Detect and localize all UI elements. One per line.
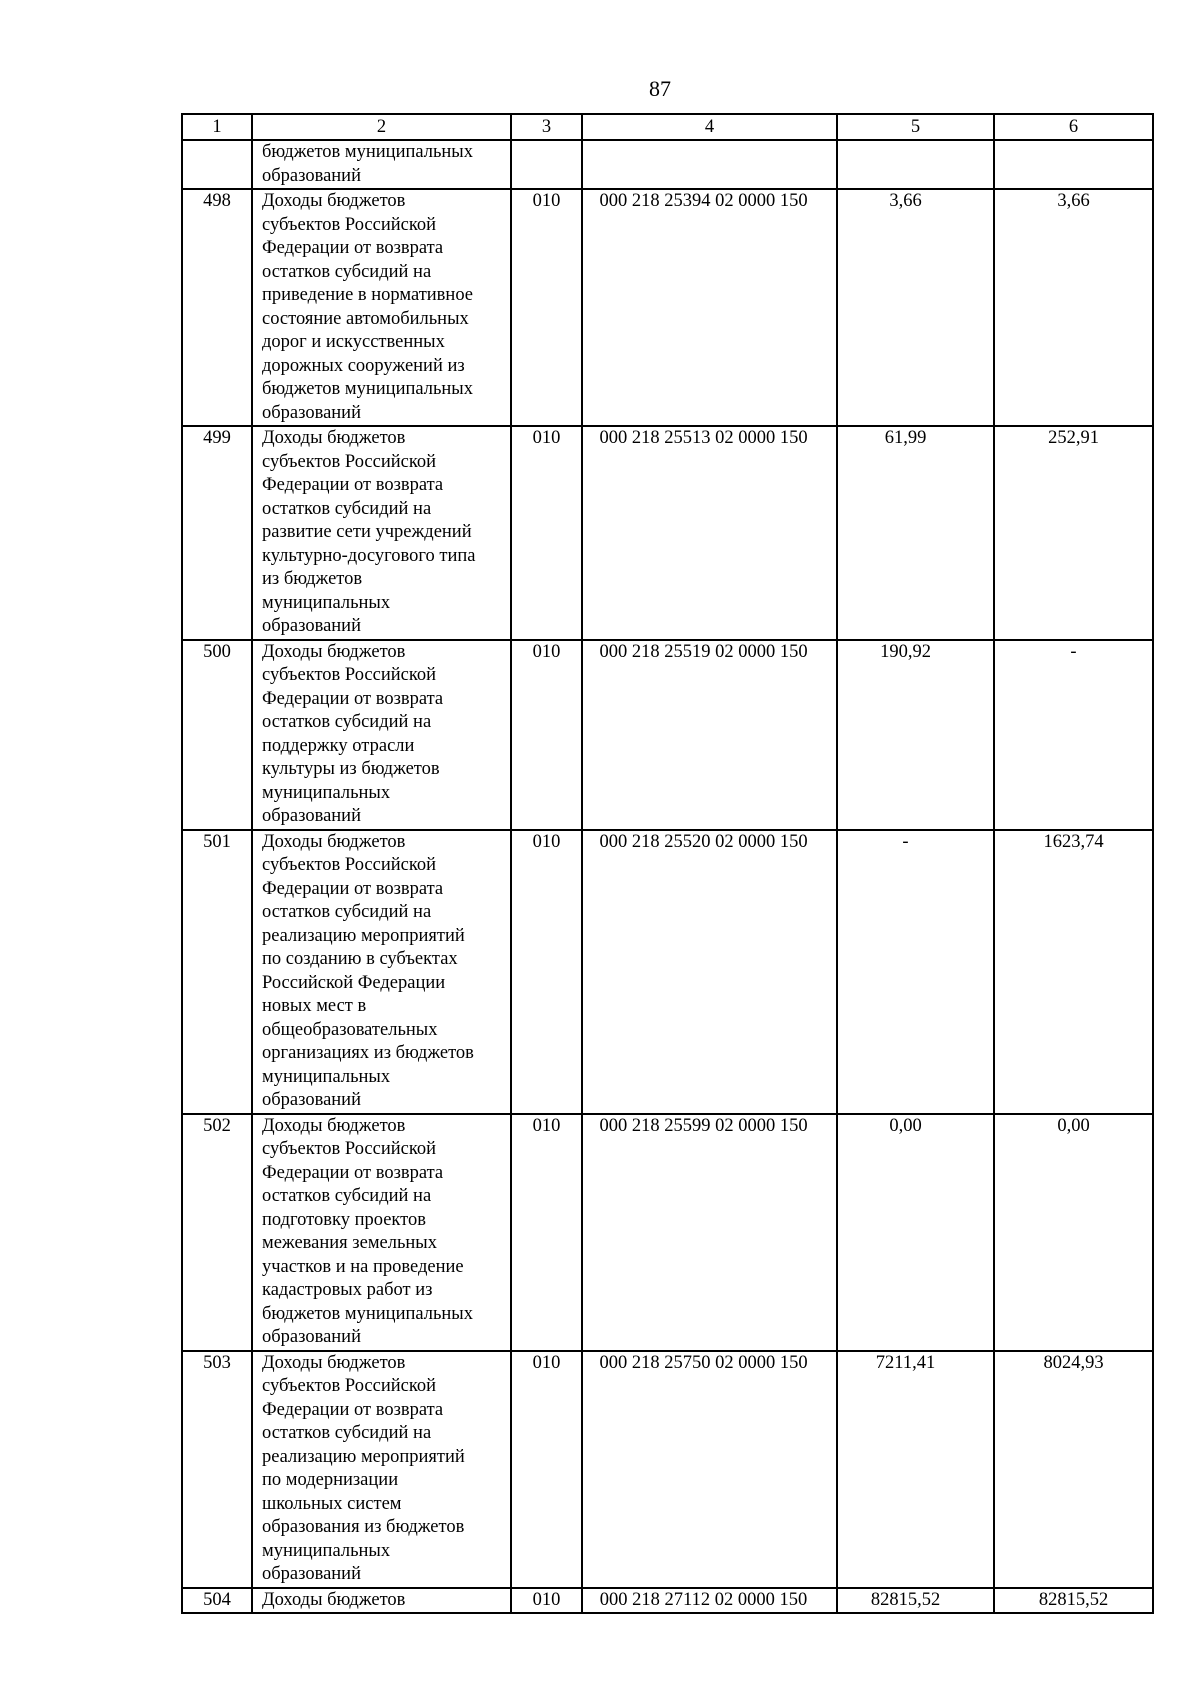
description-line: дорожных сооружений из [262, 355, 465, 376]
row-description [252, 189, 511, 426]
description-line: кадастровых работ из [262, 1280, 433, 1300]
budget-classification-code: 000 218 25750 02 0000 150 [582, 1351, 837, 1588]
row-number: 498 [182, 189, 252, 426]
amount-column-5: 190,92 [837, 640, 994, 830]
description-line: состояние автомобильных [262, 308, 469, 329]
column-header: 1 [182, 114, 252, 140]
amount-column-6: 0,00 [994, 1114, 1153, 1351]
description-line: подготовку проектов [262, 1209, 426, 1230]
row-description [252, 1351, 511, 1588]
description-line: поддержку отрасли [262, 735, 415, 756]
description-line: бюджетов муниципальных [262, 142, 473, 162]
description-line: Федерации от возврата [262, 238, 444, 258]
row-description [252, 426, 511, 640]
description-line: остатков субсидий на [262, 498, 432, 519]
description-line: субъектов Российской [262, 1139, 437, 1159]
description-line: из бюджетов [262, 569, 363, 589]
description-line: Доходы бюджетов [262, 191, 406, 211]
header-row [182, 114, 1153, 140]
description-line: остатков субсидий на [262, 1423, 432, 1443]
description-line: муниципальных [262, 782, 391, 803]
admin-code: 010 [511, 1114, 582, 1351]
admin-code [511, 140, 582, 189]
description-line: образований [262, 1327, 361, 1347]
budget-classification-code: 000 218 25394 02 0000 150 [582, 189, 837, 426]
description-line: приведение в нормативное [262, 285, 474, 305]
description-line: образований [262, 402, 361, 423]
column-header: 6 [994, 114, 1153, 140]
admin-code: 010 [511, 640, 582, 830]
budget-classification-code: 000 218 27112 02 0000 150 [582, 1588, 837, 1614]
table-row [182, 189, 1153, 426]
description-line: культуры из бюджетов [262, 759, 440, 779]
amount-column-6: 252,91 [994, 426, 1153, 640]
admin-code: 010 [511, 1588, 582, 1614]
description-line: Федерации от возврата [262, 1162, 444, 1183]
description-line: развитие сети учреждений [262, 522, 472, 542]
amount-column-5: 61,99 [837, 426, 994, 640]
admin-code: 010 [511, 830, 582, 1114]
table-row [182, 640, 1153, 830]
amount-column-5: - [837, 830, 994, 1114]
column-header: 3 [511, 114, 582, 140]
description-line: муниципальных [262, 1066, 391, 1087]
amount-column-6: 8024,93 [994, 1351, 1153, 1588]
description-line: культурно-досугового типа [262, 545, 476, 566]
row-description [252, 1588, 511, 1614]
description-line: муниципальных [262, 592, 391, 613]
table-row [182, 1351, 1153, 1588]
description-line: образований [262, 1090, 361, 1110]
row-number: 500 [182, 640, 252, 830]
description-line: Доходы бюджетов [262, 428, 406, 448]
table-row [182, 830, 1153, 1114]
description-line: остатков субсидий на [262, 1186, 432, 1206]
description-line: остатков субсидий на [262, 712, 432, 732]
description-line: дорог и искусственных [262, 332, 445, 352]
amount-column-5: 82815,52 [837, 1588, 994, 1614]
description-line: субъектов Российской [262, 1376, 437, 1396]
admin-code: 010 [511, 189, 582, 426]
description-line: по созданию в субъектах [262, 949, 458, 969]
row-description [252, 1114, 511, 1351]
description-line: Доходы бюджетов [262, 1352, 406, 1373]
description-line: субъектов Российской [262, 855, 437, 875]
budget-table [181, 113, 1154, 1614]
description-line: Доходы бюджетов [262, 1115, 406, 1136]
row-number: 503 [182, 1351, 252, 1588]
row-number: 504 [182, 1588, 252, 1614]
table-row [182, 1114, 1153, 1351]
budget-classification-code: 000 218 25599 02 0000 150 [582, 1114, 837, 1351]
description-line: субъектов Российской [262, 214, 437, 235]
description-line: Федерации от возврата [262, 1399, 444, 1420]
description-line: образований [262, 616, 361, 636]
description-line: образований [262, 1564, 361, 1584]
amount-column-6 [994, 140, 1153, 189]
table-row [182, 140, 1153, 189]
budget-classification-code: 000 218 25520 02 0000 150 [582, 830, 837, 1114]
amount-column-6: 3,66 [994, 189, 1153, 426]
description-line: Доходы бюджетов [262, 1589, 406, 1610]
row-number [182, 140, 252, 189]
column-header: 5 [837, 114, 994, 140]
description-line: реализацию мероприятий [262, 1446, 465, 1467]
description-line: школьных систем [262, 1493, 402, 1514]
description-line: остатков субсидий на [262, 902, 432, 922]
table-row [182, 426, 1153, 640]
row-description [252, 140, 511, 189]
amount-column-5: 3,66 [837, 189, 994, 426]
row-number: 502 [182, 1114, 252, 1351]
description-line: по модернизации [262, 1470, 399, 1490]
description-line: общеобразовательных [262, 1019, 438, 1040]
description-line: муниципальных [262, 1540, 391, 1561]
table-body [182, 140, 1153, 1613]
description-line: Российской Федерации [262, 972, 446, 993]
admin-code: 010 [511, 426, 582, 640]
description-line: Федерации от возврата [262, 688, 444, 709]
amount-column-5: 0,00 [837, 1114, 994, 1351]
description-line: участков и на проведение [262, 1256, 464, 1277]
description-line: Федерации от возврата [262, 475, 444, 495]
description-line: бюджетов муниципальных [262, 1303, 473, 1324]
amount-column-6: 82815,52 [994, 1588, 1153, 1614]
description-line: Федерации от возврата [262, 878, 444, 899]
description-line: субъектов Российской [262, 665, 437, 685]
description-line: реализацию мероприятий [262, 925, 465, 946]
description-line: образований [262, 165, 361, 186]
description-line: остатков субсидий на [262, 261, 432, 282]
description-line: Доходы бюджетов [262, 641, 406, 662]
description-line: бюджетов муниципальных [262, 379, 473, 399]
amount-column-6: 1623,74 [994, 830, 1153, 1114]
description-line: межевания земельных [262, 1233, 437, 1253]
amount-column-6: - [994, 640, 1153, 830]
row-number: 501 [182, 830, 252, 1114]
row-description [252, 830, 511, 1114]
column-header: 2 [252, 114, 511, 140]
amount-column-5: 7211,41 [837, 1351, 994, 1588]
budget-classification-code [582, 140, 837, 189]
description-line: субъектов Российской [262, 451, 437, 472]
page-number: 87 [649, 76, 671, 101]
description-line: Доходы бюджетов [262, 831, 406, 852]
column-header: 4 [582, 114, 837, 140]
budget-classification-code: 000 218 25519 02 0000 150 [582, 640, 837, 830]
description-line: образования из бюджетов [262, 1517, 465, 1537]
description-line: новых мест в [262, 996, 367, 1016]
amount-column-5 [837, 140, 994, 189]
admin-code: 010 [511, 1351, 582, 1588]
budget-classification-code: 000 218 25513 02 0000 150 [582, 426, 837, 640]
row-number: 499 [182, 426, 252, 640]
row-description [252, 640, 511, 830]
description-line: организациях из бюджетов [262, 1043, 474, 1063]
description-line: образований [262, 806, 361, 826]
table-row [182, 1588, 1153, 1614]
